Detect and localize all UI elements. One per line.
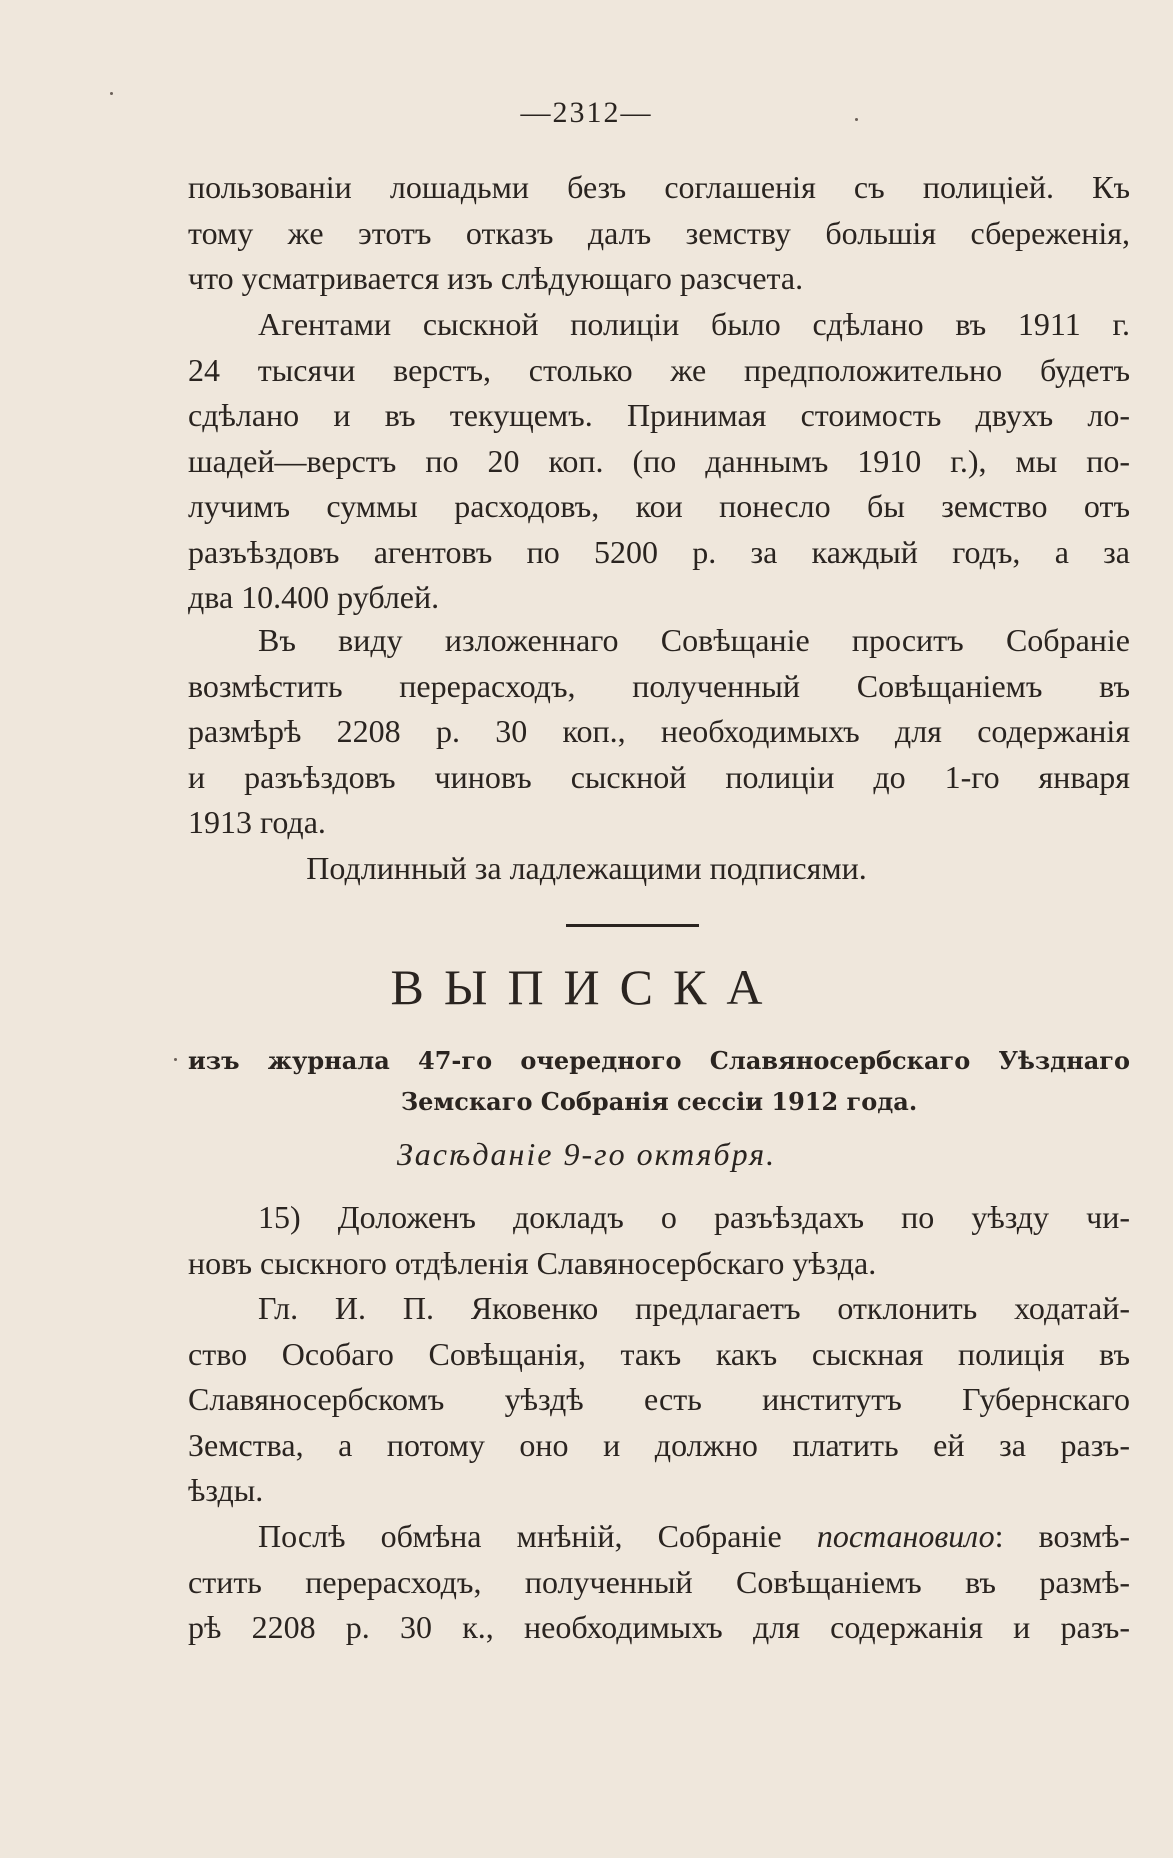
section-heading: ВЫПИСКА <box>390 959 783 1015</box>
text-line: сдѣлано и въ текущемъ. Принимая стоимость двухъ ло- <box>188 397 1130 433</box>
subheading-line-1: изъ журнала 47-го очередного Славяносербскаго Уѣзднаго <box>188 1046 1130 1075</box>
text-line: 24 тысячи верстъ, столько же предположительно будетъ <box>188 351 1130 388</box>
section-divider <box>566 924 699 927</box>
paper-speck <box>855 118 858 121</box>
paragraph-2 <box>188 302 1130 621</box>
text-line: Агентами сыскной полиціи было сдѣлано въ 1911 г. <box>258 306 1130 342</box>
paragraph-5 <box>188 1286 1130 1514</box>
paragraph-1 <box>188 165 1130 302</box>
text-line: новъ сыскного отдѣленія Славяносербскаго уѣзда. <box>188 1244 877 1281</box>
session-date: Засѣданіе 9-го октября. <box>396 1136 777 1172</box>
text-line: лучимъ суммы расходовъ, кои понесло бы земство отъ <box>188 488 1130 524</box>
text-line: тому же этотъ отказъ далъ земству большія сбереженія, <box>188 214 1130 251</box>
text-line: ѣзды. <box>188 1472 264 1508</box>
emphasized-word: постановило <box>816 1518 995 1554</box>
text-line: что усматривается изъ слѣдующаго разсчета. <box>188 260 804 296</box>
text-line: ство Особаго Совѣщанія, такъ какъ сыскная полиція въ <box>188 1335 1130 1372</box>
text-line: рѣ 2208 р. 30 к., необходимыхъ для содержанія и разъ- <box>188 1609 1130 1645</box>
text-line: возмѣстить перерасходъ, полученный Совѣщаніемъ въ <box>188 667 1130 704</box>
text-line: Въ виду изложеннаго Совѣщаніе проситъ Собраніе <box>258 622 1130 658</box>
paragraph-6 <box>188 1514 1130 1651</box>
text-line: размѣрѣ 2208 р. 30 коп., необходимыхъ для содержанія <box>188 713 1130 749</box>
text-line: пользованіи лошадьми безъ соглашенія съ полиціей. Къ <box>188 169 1130 205</box>
text-span: Послѣ обмѣна мнѣній, Собраніе <box>258 1518 817 1554</box>
paper-speck <box>174 1058 177 1061</box>
text-line: два 10.400 рублей. <box>188 579 440 615</box>
text-line: разъѣздовъ агентовъ по 5200 р. за каждый годъ, а за <box>188 533 1130 570</box>
text-line: и разъѣздовъ чиновъ сыскной полиціи до 1-го января <box>188 758 1130 795</box>
paragraph-3 <box>188 618 1130 846</box>
text-span: : возмѣ- <box>994 1518 1130 1554</box>
text-line: Славяносербскомъ уѣздѣ есть институтъ Губернскаго <box>188 1381 1130 1417</box>
text-line: 15) Доложенъ докладъ о разъѣздахъ по уѣзду чи- <box>258 1199 1130 1235</box>
paper-speck <box>110 92 113 95</box>
text-line: стить перерасходъ, полученный Совѣщаніемъ въ размѣ- <box>188 1563 1130 1600</box>
subheading-line-2: Земскаго Собранія сессіи 1912 года. <box>400 1087 918 1116</box>
page-number: —2312— <box>520 96 653 129</box>
signature-note: Подлинный за ладлежащими подписями. <box>306 850 867 886</box>
text-line: 1913 года. <box>188 804 326 840</box>
text-line <box>188 1514 1130 1560</box>
paragraph-4 <box>188 1195 1130 1286</box>
text-line: Земства, а потому оно и должно платить ей за разъ- <box>188 1426 1130 1463</box>
text-line: шадей—верстъ по 20 коп. (по даннымъ 1910 г.), мы по- <box>188 442 1130 479</box>
text-line: Гл. И. П. Яковенко предлагаетъ отклонить ходатай- <box>258 1290 1130 1326</box>
